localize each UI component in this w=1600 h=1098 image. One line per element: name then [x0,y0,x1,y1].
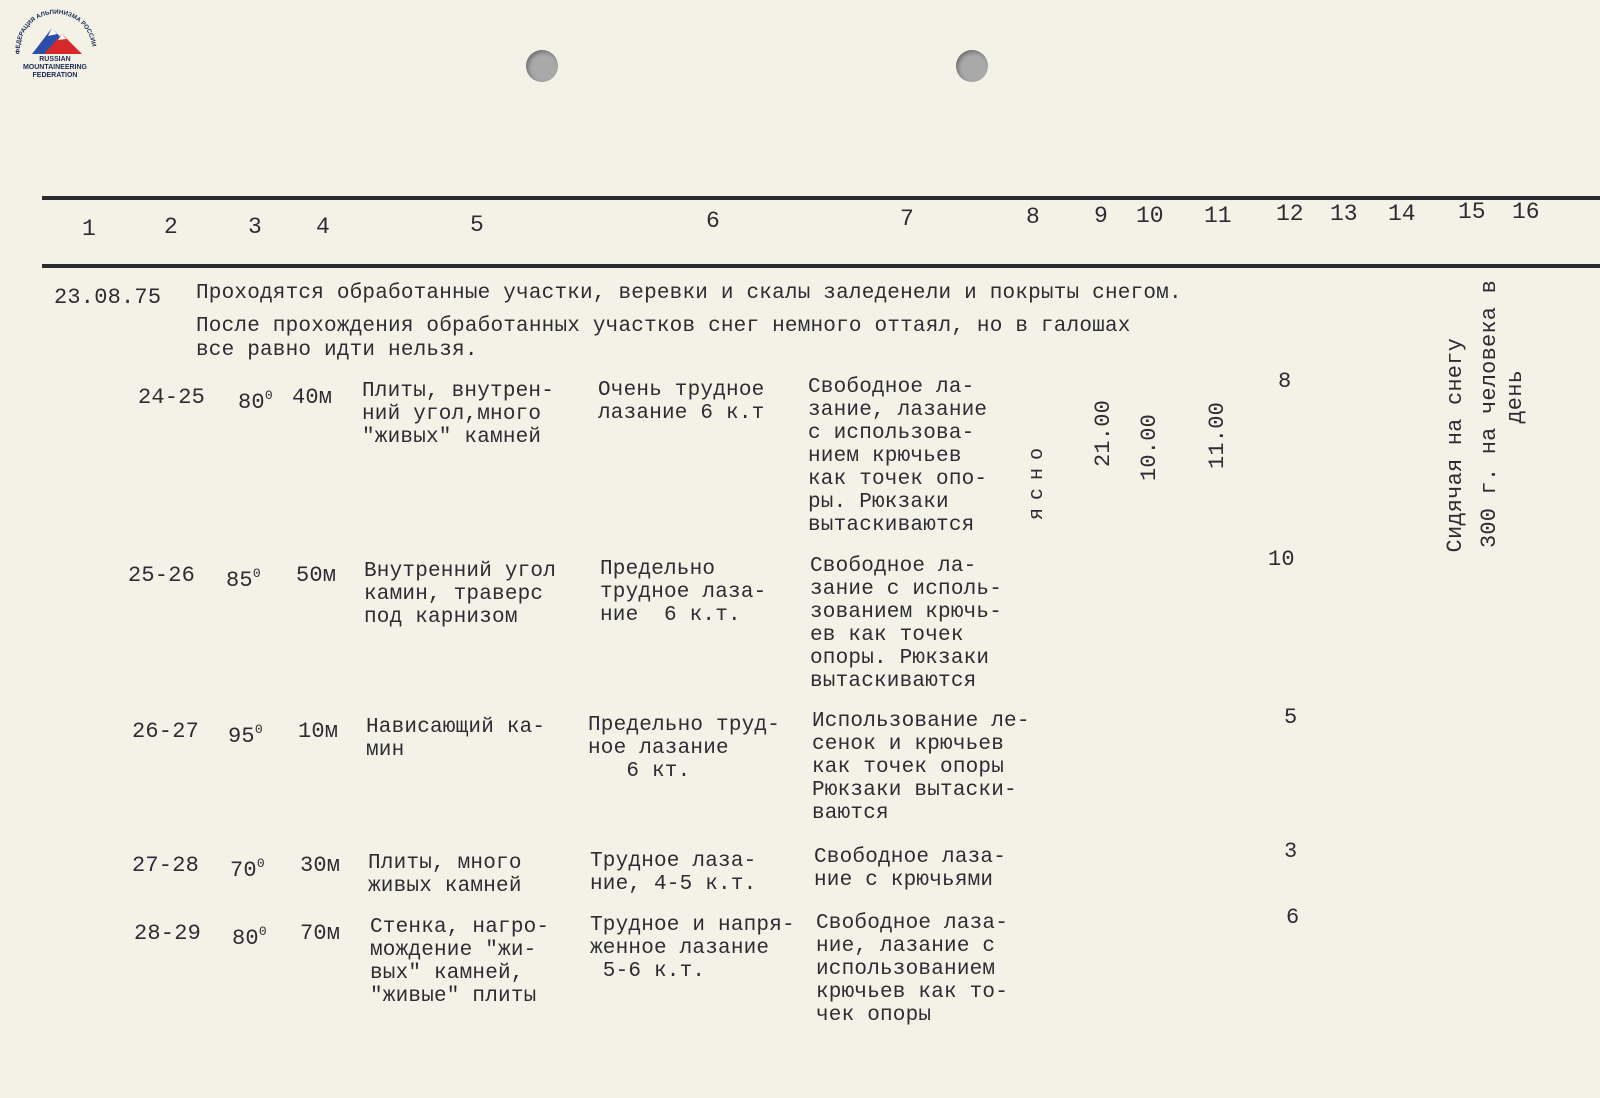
angle-cell: $85^0$ [226,566,261,593]
technique-cell: Использование ле- сенок и крючьев как точек опоры Рюкзаки вытаски- ваются [812,710,1030,825]
column-number: 12 [1276,201,1304,227]
logo-line-2: MOUNTAINEERING [22,64,88,71]
length-cell: 50м [296,563,337,588]
section-cell: 26-27 [132,719,200,744]
column-number: 10 [1136,203,1164,229]
header-top-rule [42,196,1600,200]
hooks-cell: 10 [1268,547,1295,572]
difficulty-cell: Предельно труд- ное лазание 6 кт. [588,714,781,783]
technique-cell: Свободное ла- зание, лазание с использова- нием крючьев как точек опо- ры. Рюкзаки вытаскиваются [808,376,988,537]
length-cell: 30м [300,853,341,878]
section-cell: 27-28 [132,853,200,878]
column-number: 5 [470,212,484,238]
difficulty-cell: Очень трудное лазание 6 к.т [598,379,765,425]
logo-text [10,56,100,80]
angle-cell: $95^0$ [228,722,263,749]
column-number: 4 [316,214,330,240]
relief-cell: Плиты, внутрен- ний угол,много "живых" камней [362,380,555,449]
angle-value: 80 [232,926,259,951]
header-bottom-rule [42,264,1600,268]
time-cell-11: 11.00 [1205,402,1230,470]
angle-cell: $70^0$ [230,856,265,883]
column-number: 14 [1388,201,1416,227]
angle-value: 95 [228,724,255,749]
technique-cell: Свободное ла- зание с исполь- зованием крючь- ев как точек опоры. Рюкзаки вытаскиваются [810,555,1003,693]
relief-cell: Плиты, много живых камней [368,852,522,898]
time-cell-9: 21.00 [1091,400,1116,468]
punch-hole-left [526,50,558,82]
intro-line-3: все равно идти нельзя. [196,339,478,362]
overnight-line-3: день [1503,370,1528,424]
column-number: 8 [1026,204,1040,230]
overnight-line-1: Сидячая на снегу [1443,338,1468,553]
hooks-cell: 3 [1284,839,1298,864]
column-number: 3 [248,214,262,240]
hooks-cell: 8 [1278,369,1292,394]
difficulty-cell: Трудное лаза- ние, 4-5 к.т. [590,850,757,896]
section-cell: 28-29 [134,921,202,946]
column-number: 13 [1330,201,1358,227]
section-cell: 25-26 [128,563,196,588]
column-number: 11 [1204,203,1232,229]
logo-line-3: FEDERATION [32,72,78,79]
angle-cell: $80^0$ [232,924,267,951]
hooks-cell: 5 [1284,705,1298,730]
punch-hole-right [956,50,988,82]
length-cell: 10м [298,719,339,744]
difficulty-cell: Предельно трудное лаза- ние 6 к.т. [600,558,767,627]
angle-value: 80 [238,390,265,415]
relief-cell: Внутренний угол камин, траверс под карнизом [364,560,557,629]
column-number: 15 [1458,199,1486,225]
hooks-cell: 6 [1286,905,1300,930]
overnight-line-2: 300 г. на человека в [1477,280,1502,549]
intro-line-1: Проходятся обработанные участки, веревки и скалы заледенели и покрыты снегом. [196,282,1182,305]
technique-cell: Свободное лаза- ние, лазание с использованием крючьев как то- чек опоры [816,912,1009,1027]
logo-line-1: RUSSIAN [39,56,71,63]
weather-cell: ясно [1026,440,1049,521]
column-number: 9 [1094,203,1108,229]
length-cell: 70м [300,921,341,946]
section-cell: 24-25 [138,385,206,410]
relief-cell: Стенка, нагро- мождение "жи- вых" камней, "живые" плиты [370,916,550,1008]
angle-value: 85 [226,568,253,593]
column-number: 1 [82,216,96,242]
intro-line-2: После прохождения обработанных участков снег немного оттаял, но в галошах [196,315,1131,338]
length-cell: 40м [292,385,333,410]
angle-cell: $80^0$ [238,388,273,415]
svg-text:ФЕДЕРАЦИЯ АЛЬПИНИЗМА РОССИИ: ФЕДЕРАЦИЯ АЛЬПИНИЗМА РОССИИ [14,8,98,55]
angle-value: 70 [230,858,257,883]
difficulty-cell: Трудное и напря- женное лазание 5-6 к.т. [590,914,795,983]
column-number: 7 [900,206,914,232]
column-number: 6 [706,208,720,234]
column-number: 16 [1512,199,1540,225]
entry-date: 23.08.75 [54,285,162,310]
relief-cell: Нависающий ка- мин [366,716,546,762]
technique-cell: Свободное лаза- ние с крючьями [814,846,1007,892]
time-cell-10: 10.00 [1137,414,1162,482]
column-number: 2 [164,214,178,240]
